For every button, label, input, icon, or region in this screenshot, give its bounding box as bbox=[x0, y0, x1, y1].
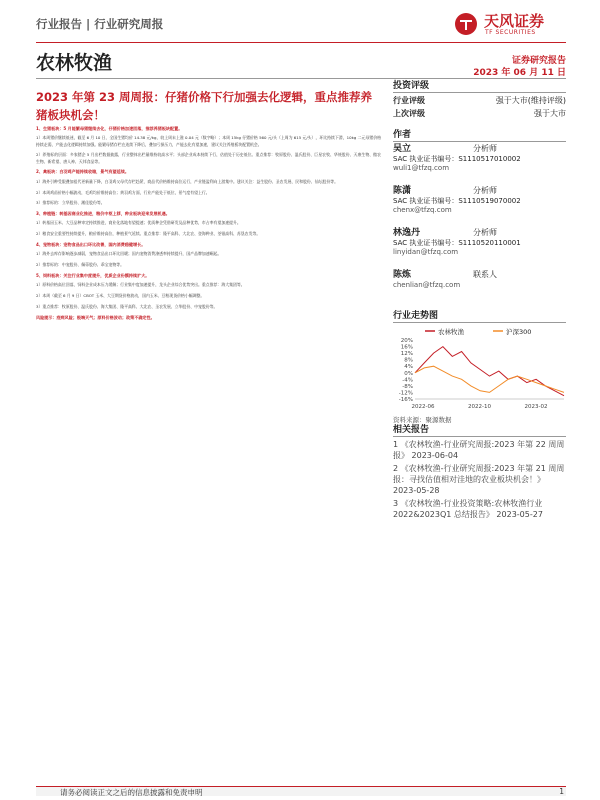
tf-logo-icon bbox=[454, 12, 478, 36]
author-block bbox=[393, 186, 566, 228]
x-tick-label: 2022-06 bbox=[411, 404, 435, 409]
author-role: 联系人 bbox=[473, 270, 497, 279]
author-block bbox=[393, 270, 566, 292]
y-tick-label: -12% bbox=[398, 390, 413, 397]
line-chart bbox=[393, 337, 566, 409]
rating-value: 强于大市(维持评级) bbox=[495, 96, 566, 105]
summary-paragraph: 3）重点推荐：牧原股份、温氏股份、海大集团、隆平高科、大北农、圣农发展、立华股份、中宠股份等。 bbox=[36, 303, 218, 309]
chart-heading: 行业走势图 bbox=[393, 308, 566, 323]
summary-paragraph: 1）本周猪价继续低迷，截至 6 月 10 日，全国生猪均价 14.38 元/kg，较上周末上涨 0.04 元（数字略）；本周 15kg 仔猪价格 560 元/头（上周为 615 元/头），环比持续下滑，10kg 二元母猪价格持续走弱，产能去化逻辑持续加强。能繁母猪存栏在连续下降后，叠加亏损压力，产能去化有望加速，建议关注养殖板块配置机会。 bbox=[36, 135, 381, 147]
author-cert: SAC 执业证书编号：S1110520110001 bbox=[393, 239, 521, 247]
y-tick-label: 20% bbox=[400, 338, 413, 344]
legend-label: 沪深300 bbox=[506, 328, 532, 336]
author-name: 陈炼 bbox=[393, 270, 412, 280]
x-tick-label: 2023-02 bbox=[524, 404, 548, 409]
disclaimer-text: 请务必阅读正文之后的信息披露和免责申明 bbox=[60, 788, 203, 797]
logo-subtext: TF SECURITIES bbox=[485, 29, 536, 36]
logo-text: 天风证券 bbox=[484, 12, 545, 30]
rating-key: 行业评级 bbox=[393, 96, 425, 105]
author-block bbox=[393, 228, 566, 270]
author-block bbox=[393, 144, 566, 186]
page-title: 农林牧渔 bbox=[36, 52, 113, 74]
legend-swatches bbox=[393, 325, 566, 337]
related-reports bbox=[393, 422, 566, 522]
summary-paragraph: 1）海外去库存影响逐步减弱，宠物食品出口环比回暖；国内宠物消费渗透率持续提升，国产品牌加速崛起。 bbox=[36, 251, 222, 257]
related-report-link[interactable]: 3 《农林牧渔-行业投资策略:农林牧渔行业 2022&2023Q1 总结报告》 2023-05-27 bbox=[393, 499, 543, 519]
summary-paragraph: 2）养殖标的层面：多家猪企 5 月出栏数据披露，行业整体出栏量维持较高水平；头部企业成本持续下行，估值处于历史低位。重点推荐：牧原股份、温氏股份、巨星农牧、华统股份、天康生物、傲农生物、新希望、唐人神、天邦食品等。 bbox=[36, 152, 381, 164]
y-tick-label: -16% bbox=[398, 397, 413, 403]
author-role: 分析师 bbox=[473, 228, 497, 237]
page-number: 1 bbox=[559, 787, 564, 796]
author-cert: SAC 执业证书编号：S1110517010002 bbox=[393, 155, 521, 163]
summary-paragraph: 2）本周（截至 6 月 9 日）CBOT 玉米、大豆期货价格波动，国内玉米、豆粕现货价格小幅调整。 bbox=[36, 293, 205, 299]
y-tick-label: 12% bbox=[400, 351, 413, 358]
summary-body bbox=[36, 126, 381, 324]
header-divider bbox=[36, 42, 566, 43]
summary-heading: 1、生猪板块：5 月能繁母猪继续去化，仔猪价格加速回落，推荐养猪板块配置。 bbox=[36, 126, 183, 131]
summary-heading: 风险提示：疫病风险；极端天气；原料价格波动；政策不确定性。 bbox=[36, 314, 155, 320]
breadcrumb: 行业报告 | 行业研究周报 bbox=[36, 17, 164, 31]
y-tick-label: -4% bbox=[402, 377, 413, 384]
author-name: 陈潇 bbox=[393, 186, 412, 196]
chart-legend bbox=[393, 325, 566, 337]
summary-paragraph: 3）推荐标的：立华股份、湘佳股份等。 bbox=[36, 200, 105, 206]
chart-source: 资料来源：聚源数据 bbox=[393, 416, 452, 424]
x-tick-label: 2022-10 bbox=[468, 404, 492, 409]
rating-key: 上次评级 bbox=[393, 109, 425, 118]
summary-heading: 4、宠物板块：宠物食品出口环比改善，国内消费稳健增长。 bbox=[36, 242, 146, 248]
y-tick-label: 4% bbox=[404, 364, 413, 371]
author-cert: SAC 执业证书编号：S1110519070002 bbox=[393, 197, 521, 205]
summary-paragraph: 1）原料价格高位回落，饲料企业成本压力缓解；行业集中度加速提升，龙头企业综合优势突出。重点推荐：海大集团等。 bbox=[36, 282, 245, 288]
author-heading: 作者 bbox=[393, 127, 566, 142]
summary-paragraph: 1）海外引种受限叠加祖代更新量下降，白羽鸡父母代存栏趋紧，商品代价格维持高位运行，产业链盈利向上游集中。建议关注：益生股份、圣农发展、民和股份、仙坛股份等。 bbox=[36, 178, 339, 184]
y-tick-label: 16% bbox=[400, 344, 413, 351]
legend-label: 农林牧渔 bbox=[438, 328, 464, 336]
author-email[interactable]: linyidan@tfzq.com bbox=[393, 248, 459, 256]
y-tick-label: 8% bbox=[404, 357, 413, 364]
author-role: 分析师 bbox=[473, 144, 497, 153]
author-name: 林逸丹 bbox=[393, 228, 421, 238]
trend-chart-section bbox=[393, 308, 566, 424]
series-line bbox=[415, 366, 564, 392]
summary-paragraph: 2）粮食安全重要性持续提升，粮价维持高位，种植景气延续。重点推荐：隆平高科、大北农、登海种业、荃银高科、苏垦农发等。 bbox=[36, 231, 261, 237]
report-type: 证券研究报告 bbox=[511, 56, 566, 66]
summary-paragraph: 1）转基因玉米、大豆品种审定持续推进，商业化落地有望提速；优质种企凭借研发及品种优势，市占率有望加速提升。 bbox=[36, 220, 241, 226]
summary-paragraph: 2）本周鸡苗价格小幅波动，毛鸡均价维持高位；黄羽鸡方面，行业产能处于低位，景气度有望上行。 bbox=[36, 189, 210, 195]
summary-paragraph: 2）推荐标的：中宠股份、佩蒂股份、乖宝宠物等。 bbox=[36, 262, 125, 268]
company-logo bbox=[454, 10, 566, 40]
author-role: 分析师 bbox=[473, 186, 497, 195]
summary-heading: 2、禽板块：白羽鸡产能持续收缩，景气有望延续。 bbox=[36, 169, 129, 175]
related-report-link[interactable]: 2 《农林牧渔-行业研究周报:2023 年第 21 周周报：寻找估值相对洼地的农业板块机会！》 2023-05-28 bbox=[393, 464, 565, 495]
y-tick-label: 0% bbox=[404, 370, 413, 377]
rating-heading: 投资评级 bbox=[393, 78, 566, 93]
report-date: 2023 年 06 月 11 日 bbox=[473, 68, 566, 78]
report-headline: 2023 年第 23 周周报：仔猪价格下行加强去化逻辑，重点推荐养猪板块机会！ bbox=[36, 90, 373, 122]
rating-row bbox=[393, 95, 566, 108]
summary-heading: 5、饲料板块：关注行业集中度提升，优质企业份额持续扩大。 bbox=[36, 272, 150, 278]
rating-value: 强于大市 bbox=[534, 109, 566, 118]
author-name: 吴立 bbox=[393, 144, 412, 154]
related-report-link[interactable]: 1 《农林牧渔-行业研究周报:2023 年第 22 周周报》 2023-06-04 bbox=[393, 440, 565, 460]
series-line bbox=[415, 347, 564, 396]
sidebar bbox=[393, 78, 566, 292]
author-email[interactable]: chenlian@tfzq.com bbox=[393, 281, 461, 289]
y-tick-label: -8% bbox=[402, 383, 413, 390]
summary-heading: 3、种植链：转基因商业化推进，粮价中枢上移，种业板块迎来发展机遇。 bbox=[36, 211, 170, 217]
related-heading: 相关报告 bbox=[393, 422, 566, 437]
author-email[interactable]: chenx@tfzq.com bbox=[393, 206, 452, 214]
report-header bbox=[36, 10, 566, 40]
rating-row bbox=[393, 108, 566, 121]
author-email[interactable]: wuli1@tfzq.com bbox=[393, 164, 450, 172]
